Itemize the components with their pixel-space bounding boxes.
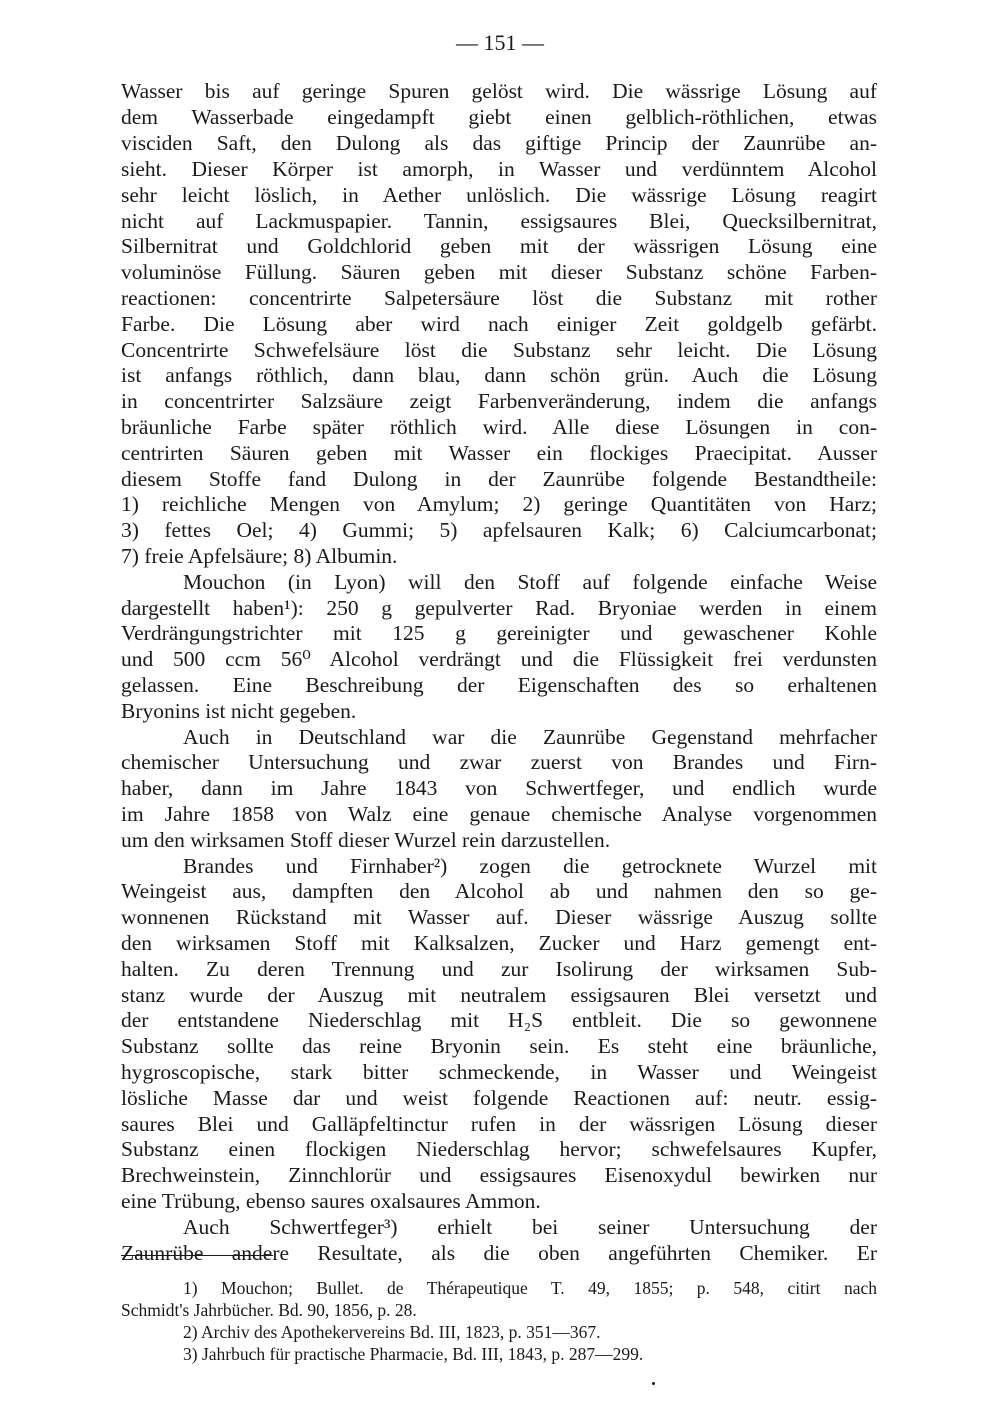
text-line: halten. Zu deren Trennung und zur Isolirung der wirksamen Sub- bbox=[121, 957, 877, 981]
text-line: bräunliche Farbe später röthlich wird. Alle diese Lösungen in con- bbox=[121, 415, 877, 439]
text-line: in concentrirter Salzsäure zeigt Farbenveränderung, indem die anfangs bbox=[121, 389, 877, 413]
text-line: um den wirksamen Stoff dieser Wurzel rein darzustellen. bbox=[121, 828, 611, 852]
text-line: 1) reichliche Mengen von Amylum; 2) geringe Quantitäten von Harz; bbox=[121, 492, 877, 516]
text-line: wonnenen Rückstand mit Wasser auf. Dieser wässrige Auszug sollte bbox=[121, 905, 877, 929]
text-line: der entstandene Niederschlag mit H₂S entbleit. Die so gewonnene bbox=[121, 1008, 877, 1032]
text-line: Verdrängungstrichter mit 125 g gereinigter und gewaschener Kohle bbox=[121, 621, 877, 645]
text-line: diesem Stoffe fand Dulong in der Zaunrübe folgende Bestandtheile: bbox=[121, 467, 877, 491]
text-line: Silbernitrat und Goldchlorid geben mit der wässrigen Lösung eine bbox=[121, 234, 877, 258]
text-line: haber, dann im Jahre 1843 von Schwertfeger, und endlich wurde bbox=[121, 776, 877, 800]
text-line: lösliche Masse dar und weist folgende Reactionen auf: neutr. essig- bbox=[121, 1086, 877, 1110]
text-line: Substanz einen flockigen Niederschlag hervor; schwefelsaures Kupfer, bbox=[121, 1137, 877, 1161]
text-line: im Jahre 1858 von Walz eine genaue chemische Analyse vorgenommen bbox=[121, 802, 877, 826]
text-line: dargestellt haben¹): 250 g gepulverter Rad. Bryoniae werden in einem bbox=[121, 596, 877, 620]
footnote-line: Schmidt's Jahrbücher. Bd. 90, 1856, p. 28. bbox=[121, 1300, 417, 1320]
text-line: Weingeist aus, dampften den Alcohol ab und nahmen den so ge- bbox=[121, 879, 877, 903]
footnote-line: 2) Archiv des Apothekervereins Bd. III, 1823, p. 351—367. bbox=[183, 1322, 601, 1342]
text-line: 3) fettes Oel; 4) Gummi; 5) apfelsauren Kalk; 6) Calciumcarbonat; bbox=[121, 518, 877, 542]
text-line: ist anfangs röthlich, dann blau, dann schön grün. Auch die Lösung bbox=[121, 363, 877, 387]
text-line: Bryonins ist nicht gegeben. bbox=[121, 699, 357, 723]
text-line: dem Wasserbade eingedampft giebt einen gelblich-röthlichen, etwas bbox=[121, 105, 877, 129]
text-line: den wirksamen Stoff mit Kalksalzen, Zucker und Harz gemengt ent- bbox=[121, 931, 877, 955]
text-line: chemischer Untersuchung und zwar zuerst von Brandes und Firn- bbox=[121, 750, 877, 774]
text-line: Brandes und Firnhaber²) zogen die getrocknete Wurzel mit bbox=[183, 854, 877, 878]
footnote-line: 3) Jahrbuch für practische Pharmacie, Bd. III, 1843, p. 287—299. bbox=[183, 1344, 644, 1364]
text-line: Brechweinstein, Zinnchlorür und essigsaures Eisenoxydul bewirken nur bbox=[121, 1163, 877, 1187]
text-line: visciden Saft, den Dulong als das giftige Princip der Zaunrübe an- bbox=[121, 131, 877, 155]
page-number: — 151 — bbox=[456, 30, 544, 55]
text-line: und 500 ccm 56⁰ Alcohol verdrängt und die Flüssigkeit frei verdunsten bbox=[121, 647, 877, 671]
text-line: reactionen: concentrirte Salpetersäure löst die Substanz mit rother bbox=[121, 286, 877, 310]
text-line: 7) freie Apfelsäure; 8) Albumin. bbox=[121, 544, 398, 568]
ink-speck bbox=[652, 1382, 655, 1385]
text-line: nicht auf Lackmuspapier. Tannin, essigsaures Blei, Quecksilbernitrat, bbox=[121, 209, 877, 233]
text-line: Zaunrübe andere Resultate, als die oben angeführten Chemiker. Er bbox=[121, 1241, 877, 1265]
text-line: voluminöse Füllung. Säuren geben mit dieser Substanz schöne Farben- bbox=[121, 260, 877, 284]
text-line: sieht. Dieser Körper ist amorph, in Wasser und verdünntem Alcohol bbox=[121, 157, 877, 181]
text-line: stanz wurde der Auszug mit neutralem essigsauren Blei versetzt und bbox=[121, 983, 877, 1007]
text-line: sehr leicht löslich, in Aether unlöslich. Die wässrige Lösung reagirt bbox=[121, 183, 877, 207]
text-line: gelassen. Eine Beschreibung der Eigenschaften des so erhaltenen bbox=[121, 673, 877, 697]
text-line: Substanz sollte das reine Bryonin sein. Es steht eine bräunliche, bbox=[121, 1034, 877, 1058]
text-line: saures Blei und Galläpfeltinctur rufen in der wässrigen Lösung dieser bbox=[121, 1112, 877, 1136]
footnote-divider bbox=[121, 1255, 273, 1256]
text-line: centrirten Säuren geben mit Wasser ein flockiges Praecipitat. Ausser bbox=[121, 441, 877, 465]
text-line: hygroscopische, stark bitter schmeckende, in Wasser und Weingeist bbox=[121, 1060, 877, 1084]
text-line: Auch in Deutschland war die Zaunrübe Gegenstand mehrfacher bbox=[183, 725, 877, 749]
footnote-line: 1) Mouchon; Bullet. de Thérapeutique T. 49, 1855; p. 548, citirt nach bbox=[183, 1278, 877, 1298]
text-line: Farbe. Die Lösung aber wird nach einiger Zeit goldgelb gefärbt. bbox=[121, 312, 877, 336]
text-line: eine Trübung, ebenso saures oxalsaures Ammon. bbox=[121, 1189, 541, 1213]
text-line: Auch Schwertfeger³) erhielt bei seiner Untersuchung der bbox=[183, 1215, 877, 1239]
text-line: Concentrirte Schwefelsäure löst die Substanz sehr leicht. Die Lösung bbox=[121, 338, 877, 362]
text-line: Mouchon (in Lyon) will den Stoff auf folgende einfache Weise bbox=[183, 570, 877, 594]
text-line: Wasser bis auf geringe Spuren gelöst wird. Die wässrige Lösung auf bbox=[121, 79, 877, 103]
